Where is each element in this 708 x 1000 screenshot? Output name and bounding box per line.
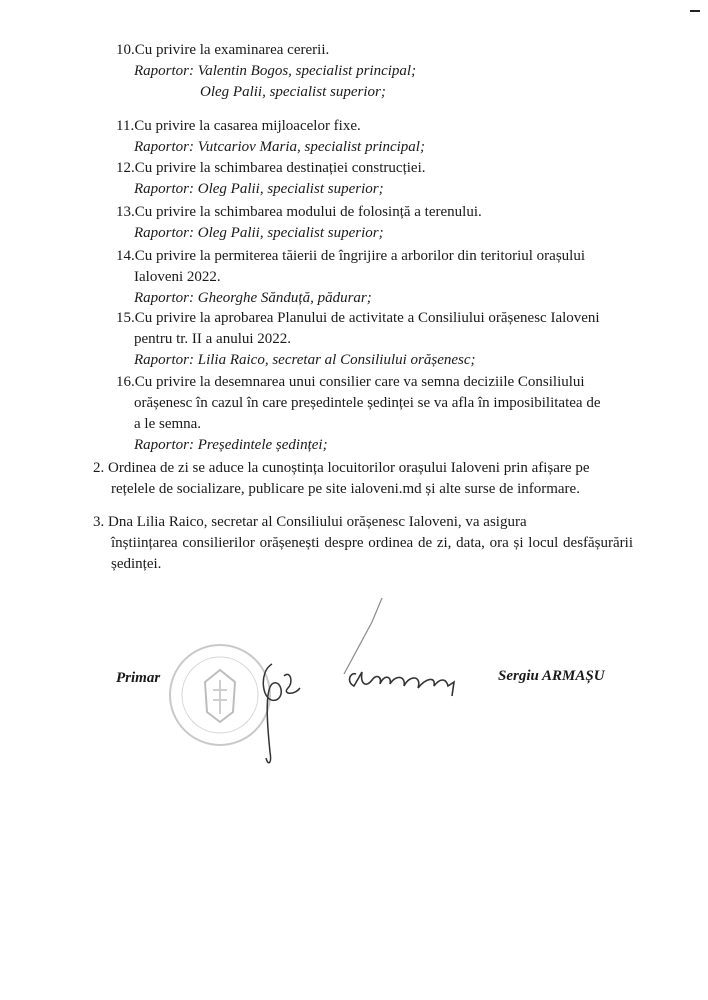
agenda-item-13 xyxy=(116,202,482,244)
paragraph-text: 2. Ordinea de zi se aduce la cunoștința locuitorilor orașului Ialoveni prin afișare pe xyxy=(93,460,590,476)
agenda-item-reporter: Raportor: Președintele ședinței; xyxy=(134,437,328,453)
agenda-item-title-cont: a le semna. xyxy=(134,416,202,432)
agenda-item-reporter: Raportor: Oleg Palii, specialist superior; xyxy=(134,225,384,241)
agenda-item-10 xyxy=(116,40,416,103)
agenda-item-title: 13.Cu privire la schimbarea modului de folosință a terenului. xyxy=(116,204,482,220)
handwritten-signature xyxy=(250,592,490,772)
agenda-item-reporter: Raportor: Lilia Raico, secretar al Consiliului orășenesc; xyxy=(134,352,476,368)
agenda-item-16 xyxy=(116,372,600,456)
paragraph-text: 3. Dna Lilia Raico, secretar al Consiliului orășenesc Ialoveni, va asigura xyxy=(93,514,527,530)
agenda-item-title: 10.Cu privire la examinarea cererii. xyxy=(116,42,330,58)
agenda-item-reporter: Raportor: Vutcariov Maria, specialist principal; xyxy=(134,139,425,155)
agenda-item-15 xyxy=(116,308,600,371)
agenda-item-12 xyxy=(116,158,426,200)
agenda-item-title: 12.Cu privire la schimbarea destinației construcției. xyxy=(116,160,426,176)
agenda-item-title: 15.Cu privire la aprobarea Planului de activitate a Consiliului orășenesc Ialoveni xyxy=(116,310,600,326)
paragraph-3 xyxy=(93,512,633,575)
agenda-item-title: 11.Cu privire la casarea mijloacelor fixe. xyxy=(116,118,361,134)
paragraph-text-cont: rețelele de socializare, publicare pe site ialoveni.md și alte surse de informare. xyxy=(111,481,580,497)
agenda-item-11 xyxy=(116,116,425,158)
signature-role: Primar xyxy=(116,670,161,686)
paragraph-2 xyxy=(93,458,633,500)
paragraph-text-cont: înștiințarea consilierilor orășenești despre ordinea de zi, data, ora și locul desfășurării ședinței. xyxy=(111,535,633,572)
agenda-item-reporter: Raportor: Oleg Palii, specialist superior; xyxy=(134,181,384,197)
agenda-item-title-cont: Ialoveni 2022. xyxy=(134,269,221,285)
corner-mark xyxy=(690,10,700,12)
agenda-item-title: 14.Cu privire la permiterea tăierii de îngrijire a arborilor din teritoriul orașului xyxy=(116,248,586,264)
agenda-item-14 xyxy=(116,246,585,309)
agenda-item-title-cont: pentru tr. II a anului 2022. xyxy=(134,331,292,347)
agenda-item-reporter: Raportor: Gheorghe Sănduță, pădurar; xyxy=(134,290,372,306)
agenda-item-title: 16.Cu privire la desemnarea unui consilier care va semna deciziile Consiliului xyxy=(116,374,585,390)
agenda-item-title-cont: orășenesc în cazul în care președintele ședinței se va afla în imposibilitatea de xyxy=(134,395,601,411)
agenda-item-reporter: Oleg Palii, specialist superior; xyxy=(200,84,386,100)
signatory-name: Sergiu ARMAȘU xyxy=(498,668,605,684)
agenda-item-reporter: Raportor: Valentin Bogos, specialist principal; xyxy=(134,63,417,79)
